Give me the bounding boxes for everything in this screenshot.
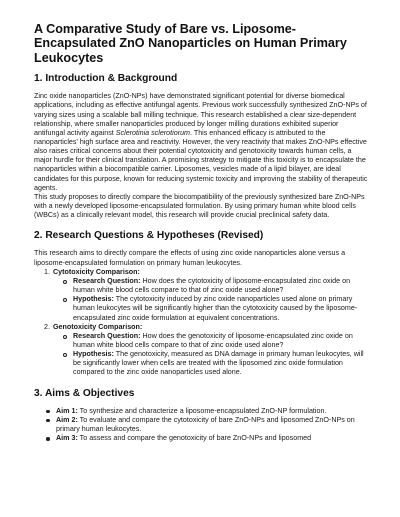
aim-item bbox=[46, 416, 368, 434]
rq-subitem-text: How does the genotoxicity of liposome-encapsulated zinc oxide on human white blood cells compare to that of zinc oxide used alone? bbox=[73, 331, 353, 349]
rq-item bbox=[44, 268, 368, 323]
document-title: A Comparative Study of Bare vs. Liposome-Encapsulated ZnO Nanoparticles on Human Primary Leukocytes bbox=[34, 22, 347, 65]
bullet-icon bbox=[46, 437, 50, 441]
rq-subitem bbox=[63, 350, 368, 377]
bullet-icon bbox=[46, 410, 50, 414]
rq-subitem-label: Research Question: bbox=[73, 276, 141, 285]
aim-text: To synthesize and characterize a liposome-encapsulated ZnO-NP formulation. bbox=[77, 406, 327, 415]
section-aims bbox=[34, 388, 368, 444]
aim-text: To assess and compare the genotoxicity of bare ZnO-NPs and liposomed bbox=[77, 434, 312, 443]
circle-bullet-icon bbox=[63, 353, 67, 357]
section-introduction bbox=[34, 73, 368, 220]
rq-subitem bbox=[63, 277, 368, 295]
rq-list bbox=[44, 268, 368, 378]
rq-sublist bbox=[63, 277, 368, 323]
intro-paragraph-2: This study proposes to directly compare the biocompatibility of the previously synthesized bare ZnO-NPs with a newly developed liposome-encapsulated formulation. By using primary human white blood cells (WBCs) as a clinically relevant model, this research will provide crucial preclinical safety data. bbox=[34, 192, 365, 220]
rq-subitem-label: Hypothesis: bbox=[73, 295, 114, 304]
section-heading: 2. Research Questions & Hypotheses (Revised) bbox=[34, 230, 264, 242]
list-number: 2. bbox=[44, 322, 50, 331]
circle-bullet-icon bbox=[63, 298, 67, 302]
section-heading: 1. Introduction & Background bbox=[34, 73, 178, 85]
rq-sublist bbox=[63, 332, 368, 378]
circle-bullet-icon bbox=[63, 335, 67, 339]
section-research-questions bbox=[34, 230, 368, 377]
aim-label: Aim 2: bbox=[56, 415, 78, 424]
rq-subitem-text: The cytotoxicity induced by zinc oxide nanoparticles used alone on primary human leukocytes will be significantly higher than the cytotoxicity caused by the liposome-encapsulated zinc oxide formulation at equivalent concentrations. bbox=[73, 295, 358, 322]
aim-item bbox=[46, 407, 368, 416]
bullet-icon bbox=[46, 419, 50, 423]
rq-subitem-text: How does the cytotoxicity of liposome-encapsulated zinc oxide on human white blood cells compare to that of zinc oxide used alone? bbox=[73, 276, 351, 295]
intro-text: . This enhanced efficacy is attributed to the nanoparticles' high surface area and reactivity. However, the very reactivity that makes ZnO-NPs effective also raises critical concerns about their potential cytotoxicity and genotoxicity towards human cells, a major hurdle for their clinical translation. A promising strategy to mitigate this toxicity is to encapsulate the nanoparticles within a biocompatible carrier. Liposomes, vesicles made of a lipid bilayer, are ideal candidates for this purpose, known for reducing systemic toxicity and improving the stability of therapeutic agents. bbox=[34, 128, 368, 192]
aim-item bbox=[46, 434, 368, 443]
rq-subitem-label: Research Question: bbox=[73, 331, 141, 340]
rq-subitem-label: Hypothesis: bbox=[73, 350, 114, 359]
section-heading: 3. Aims & Objectives bbox=[34, 387, 135, 399]
intro-paragraph-1 bbox=[34, 92, 368, 193]
aim-label: Aim 1: bbox=[56, 406, 78, 415]
species-name: Sclerotinia sclerotiorum bbox=[115, 128, 190, 137]
circle-bullet-icon bbox=[63, 280, 67, 284]
rq-subitem-text: The genotoxicity, measured as DNA damage in primary human leukocytes, will be significantly lower when cells are treated with the liposomed zinc oxide formulation compared to the zinc oxide nanoparticles used alone. bbox=[73, 350, 364, 377]
rq-item-title: Cytotoxicity Comparison: bbox=[53, 267, 140, 276]
rq-subitem bbox=[63, 295, 368, 322]
aim-text: To evaluate and compare the cytotoxicity of bare ZnO-NPs and liposomed ZnO-NPs on primary human leukocytes. bbox=[56, 415, 355, 433]
list-number: 1. bbox=[44, 267, 50, 276]
rq-item bbox=[44, 323, 368, 378]
rq-lead-paragraph: This research aims to directly compare the effects of using zinc oxide nanoparticles alone versus a liposome-encapsulated formulation on primary human leukocytes. bbox=[34, 249, 346, 267]
intro-text: Zinc oxide nanoparticles (ZnO-NPs) have demonstrated significant potential for diverse biomedical applications, including as effective antifungal agents. Previous work successfully synthesized ZnO-NPs of varying sizes using a scalable ball milling technique. This research established a clear size-dependent relationship, where smaller nanoparticles produced by longer milling durations exhibited superior antifungal activity against bbox=[34, 92, 367, 137]
aims-list bbox=[46, 407, 368, 444]
rq-subitem bbox=[63, 332, 368, 350]
aim-label: Aim 3: bbox=[56, 434, 78, 443]
rq-item-title: Genotoxicity Comparison: bbox=[53, 322, 143, 331]
